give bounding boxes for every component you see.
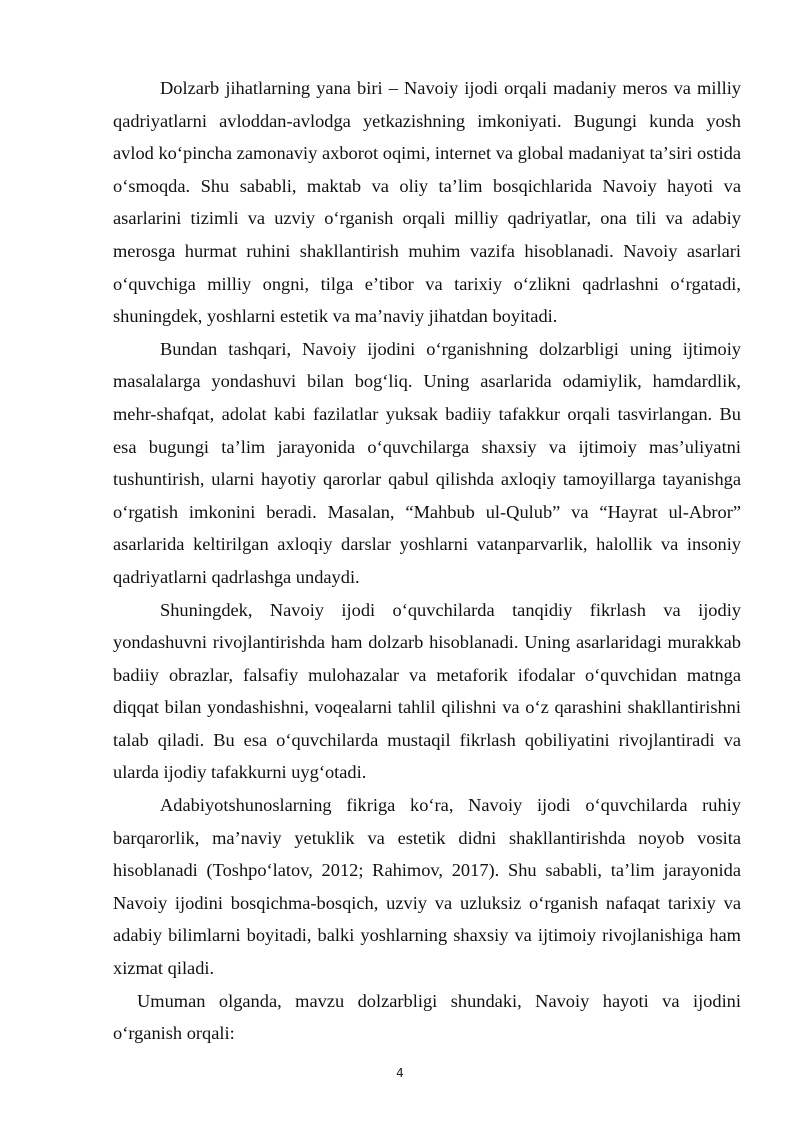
paragraph-scholars-opinion: Adabiyotshunoslarning fikriga koʻra, Navoiy ijodi oʻquvchilarda ruhiy barqarorlik, maʼnaviy yetuklik va estetik didni shakllantirishda noyob vosita hisoblanadi (Toshpoʻlatov, 2012; Rahimov, 2017). Shu sababli, taʼlim jarayonida Navoiy ijodini bosqichma-bosqich, uzviy va uzluksiz oʻrganish nafaqat tarixiy va adabiy bilimlarni boyitadi, balki yoshlarning shaxsiy va ijtimoiy rivojlanishiga ham xizmat qiladi. (113, 795, 741, 979)
document-page (113, 72, 741, 1050)
page-number: 4 (396, 1066, 404, 1080)
paragraph-cultural-heritage: Dolzarb jihatlarning yana biri – Navoiy ijodi orqali madaniy meros va milliy qadriyatlarni avloddan-avlodga yetkazishning imkoniyati. Bugungi kunda yosh avlod koʻpincha zamonaviy axborot oqimi, internet va global madaniyat taʼsiri ostida oʻsmoqda. Shu sababli, maktab va oliy taʼlim bosqichlarida Navoiy hayoti va asarlarini tizimli va uzviy oʻrganish orqali milliy qadriyatlar, ona tili va adabiy merosga hurmat ruhini shakllantirish muhim vazifa hisoblanadi. Navoiy asarlari oʻquvchiga milliy ongni, tilga eʼtibor va tarixiy oʻzlikni qadrlashni oʻrgatadi, shuningdek, yoshlarni estetik va maʼnaviy jihatdan boyitadi. (113, 78, 741, 327)
paragraph-conclusion-intro: Umuman olganda, mavzu dolzarbligi shundaki, Navoiy hayoti va ijodini oʻrganish orqali: (113, 990, 741, 1044)
paragraph-social-issues: Bundan tashqari, Navoiy ijodini oʻrganishning dolzarbligi uning ijtimoiy masalalarga yondashuvi bilan bogʻliq. Uning asarlarida odamiylik, hamdardlik, mehr-shafqat, adolat kabi fazilatlar yuksak badiiy tafakkur orqali tasvirlangan. Bu esa bugungi taʼlim jarayonida oʻquvchilarga shaxsiy va ijtimoiy masʼuliyatni tushuntirish, ularni hayotiy qarorlar qabul qilishda axloqiy tamoyillarga tayanishga oʻrgatish imkonini beradi. Masalan, “Mahbub ul-Qulub” va “Hayrat ul-Abror” asarlarida keltirilgan axloqiy darslar yoshlarni vatanparvarlik, halollik va insoniy qadriyatlarni qadrlashga undaydi. (113, 338, 741, 587)
paragraph-critical-thinking: Shuningdek, Navoiy ijodi oʻquvchilarda tanqidiy fikrlash va ijodiy yondashuvni rivojlantirishda ham dolzarb hisoblanadi. Uning asarlaridagi murakkab badiiy obrazlar, falsafiy mulohazalar va metaforik ifodalar oʻquvchidan matnga diqqat bilan yondashishni, voqealarni tahlil qilishni va oʻz qarashini shakllantirishni talab qiladi. Bu esa oʻquvchilarda mustaqil fikrlash qobiliyatini rivojlantiradi va ularda ijodiy tafakkurni uygʻotadi. (113, 599, 741, 783)
